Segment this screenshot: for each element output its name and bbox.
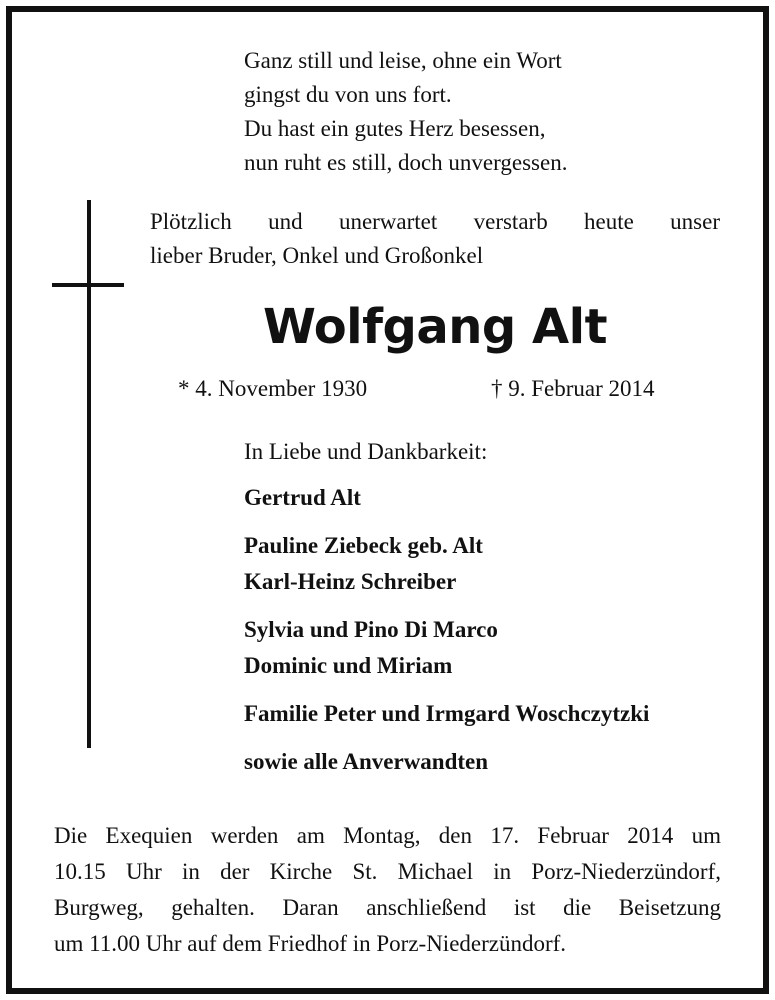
- death-date: † 9. Februar 2014: [491, 376, 655, 401]
- mourner-group: [244, 528, 649, 600]
- poem-line: Ganz still und leise, ohne ein Wort: [244, 48, 562, 73]
- thanks-line: In Liebe und Dankbarkeit:: [244, 439, 488, 464]
- poem-line: gingst du von uns fort.: [244, 82, 452, 107]
- notice-line: Die Exequien werden am Montag, den 17. Februar 2014 um: [54, 823, 721, 848]
- notice-line: 10.15 Uhr in der Kirche St. Michael in Porz-Niederzündorf,: [54, 859, 721, 884]
- intro-line: lieber Bruder, Onkel und Großonkel: [150, 243, 484, 268]
- cross-icon-bar: [52, 283, 124, 287]
- mourner-name: Pauline Ziebeck geb. Alt: [244, 533, 483, 558]
- mourners-list: [244, 480, 649, 792]
- mourner-name: Dominic und Miriam: [244, 653, 453, 678]
- notice-line: um 11.00 Uhr auf dem Friedhof in Porz-Niederzündorf.: [54, 931, 567, 956]
- mourner-name: Gertrud Alt: [244, 485, 361, 510]
- funeral-notice: [54, 818, 721, 962]
- mourner-group: [244, 480, 649, 516]
- mourner-name: Karl-Heinz Schreiber: [244, 569, 457, 594]
- mourner-group: [244, 744, 649, 780]
- notice-line: Burgweg, gehalten. Daran anschließend ist die Beisetzung: [54, 895, 721, 920]
- mourner-group: [244, 612, 649, 684]
- deceased-name: Wolfgang Alt: [262, 299, 608, 355]
- poem-line: nun ruht es still, doch unvergessen.: [244, 150, 568, 175]
- poem: [244, 44, 567, 180]
- poem-line: Du hast ein gutes Herz besessen,: [244, 116, 546, 141]
- mourner-name: sowie alle Anverwandten: [244, 749, 489, 774]
- mourner-group: [244, 696, 649, 732]
- mourner-name: Familie Peter und Irmgard Woschczytzki: [244, 701, 650, 726]
- birth-date: * 4. November 1930: [178, 376, 368, 401]
- intro-line: Plötzlich und unerwartet verstarb heute unser: [150, 209, 720, 234]
- intro-text: [150, 205, 720, 273]
- mourner-name: Sylvia und Pino Di Marco: [244, 617, 498, 642]
